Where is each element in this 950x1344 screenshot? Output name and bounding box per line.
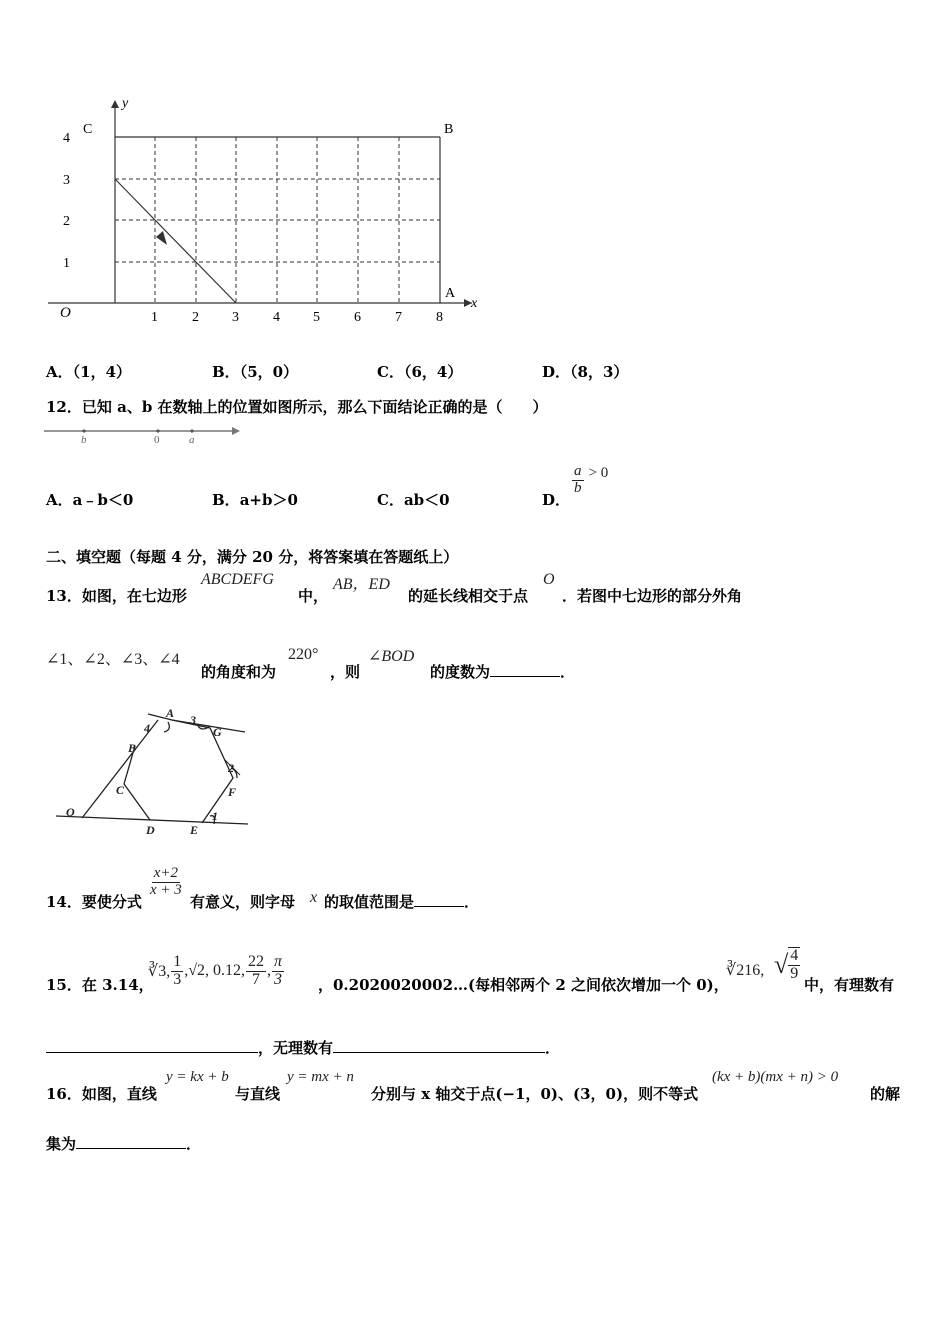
angle-4: 4 (144, 721, 150, 735)
label-E: E (190, 823, 199, 837)
q14-prefix: 14．要使分式 (46, 893, 142, 911)
y-tick-labels (63, 131, 70, 271)
point-a-label: A (445, 286, 456, 301)
q16-inequality: (kx + b)(mx + n) > 0 (712, 1069, 839, 1085)
q15-mid: ，0.2020020002…(每相邻两个 2 之间依次增加一个 0)， (318, 976, 729, 994)
answer-blank[interactable] (76, 1134, 186, 1149)
answer-blank[interactable] (490, 662, 560, 677)
q16-suffix: 的解 (870, 1085, 901, 1103)
q12-option-d-math[interactable]: $\frac{a}{b}$ > 0 (574, 463, 609, 496)
q13-mid: 中， (298, 587, 329, 605)
q13-suffix: ．若图中七边形的部分外角 (562, 587, 743, 605)
rational-answer-blank[interactable] (46, 1038, 258, 1053)
q13-polygon-name: ABCDEFG (201, 571, 274, 588)
label-A: A (166, 706, 175, 720)
q14-var: x (310, 889, 318, 906)
origin-label: O (60, 305, 71, 321)
label-F: F (228, 785, 237, 799)
q11-option-c[interactable]: C．（6，4） (377, 363, 463, 381)
y-tick: 2 (63, 214, 70, 229)
x-tick: 6 (354, 310, 361, 325)
x-tick: 1 (151, 310, 158, 325)
q13-heptagon-figure (50, 700, 260, 840)
x-tick: 3 (232, 310, 239, 325)
q16-mid: 与直线 (235, 1085, 281, 1103)
answer-blank[interactable] (414, 892, 464, 907)
angle-1: 1 (212, 809, 218, 823)
label-C: C (116, 783, 125, 797)
x-tick: 7 (395, 310, 402, 325)
q12-number-line (44, 420, 244, 446)
q14-fraction: $\frac{x+2}{x + 3}$ (150, 865, 182, 898)
label-O: O (66, 805, 75, 819)
y-tick: 3 (63, 173, 70, 188)
q15-sqrt-fraction: √ $\frac{4}{9}$ (774, 947, 799, 982)
y-tick: 1 (63, 256, 70, 271)
angle-2: 2 (228, 761, 234, 775)
q11-option-a[interactable]: A．（1，4） (46, 363, 132, 381)
q13-point-o: O (543, 571, 555, 588)
label-D: D (146, 823, 155, 837)
irrational-answer-blank[interactable] (333, 1038, 545, 1053)
x-axis-label: x (471, 296, 478, 311)
section-2-title: 二、填空题（每题 4 分，满分 20 分，将答案填在答题纸上） (46, 548, 459, 566)
q16-line2-answer: 集为 ． (46, 1135, 202, 1153)
q13-prefix: 13．如图，在七边形 (46, 587, 187, 605)
q13-mid2: 的延长线相交于点 (408, 587, 529, 605)
y-axis-label: y (122, 96, 129, 111)
q15-cbrt216: ∛216, (726, 962, 765, 979)
x-tick: 4 (273, 310, 280, 325)
x-tick-labels (151, 310, 443, 325)
q12-option-b[interactable]: B．a+b＞0 (212, 491, 298, 509)
point-zero: 0 (154, 434, 160, 446)
x-tick: 5 (313, 310, 320, 325)
point-b-label: B (444, 122, 454, 137)
point-b: b (81, 434, 87, 446)
q16-line2: y = mx + n (287, 1069, 354, 1085)
q13-sides: AB，ED (333, 576, 390, 593)
point-c-label: C (83, 122, 93, 137)
x-tick: 8 (436, 310, 443, 325)
q13-value: 220° (288, 646, 319, 663)
label-G: G (213, 725, 222, 739)
q13-target-angle: ∠BOD (368, 648, 415, 665)
y-tick: 4 (63, 131, 70, 146)
q16-line1: y = kx + b (166, 1069, 229, 1085)
q13-line2-mid2: ，则 (330, 663, 361, 681)
q12-option-a[interactable]: A．a﹣b＜0 (46, 491, 134, 509)
q13-line2-mid: 的角度和为 (201, 663, 277, 681)
q15-suffix: 中，有理数有 (804, 976, 895, 994)
q14-mid: 有意义，则字母 (190, 893, 296, 911)
q15-prefix: 15．在 3.14， (46, 976, 154, 994)
q13-angles: ∠1、∠2、∠3、∠4 (46, 651, 180, 668)
q11-coordinate-graph (40, 95, 478, 330)
q15-line2: ，无理数有 ． (46, 1037, 560, 1058)
q15-numbers: ∛3, $\frac{1}{3}$ ,√2, 0.12, $\frac{22}{7}$ , $\frac{\pi}{3}$ (148, 953, 282, 988)
label-B: B (128, 741, 137, 755)
q11-option-b[interactable]: B．（5，0） (212, 363, 299, 381)
q12-stem: 12．已知 a、b 在数轴上的位置如图所示，那么下面结论正确的是（ ） (46, 398, 548, 416)
q11-option-d[interactable]: D．（8，3） (542, 363, 629, 381)
q14-suffix: 的取值范围是 ． (324, 893, 480, 911)
q16-prefix: 16．如图，直线 (46, 1085, 157, 1103)
q16-mid2: 分别与 x 轴交于点(−1，0)、(3，0)，则不等式 (371, 1085, 699, 1103)
x-tick: 2 (192, 310, 199, 325)
angle-3: 3 (190, 713, 196, 727)
q12-option-d-letter[interactable]: D． (542, 491, 571, 509)
trajectory-line (115, 179, 236, 303)
point-a: a (189, 434, 195, 446)
q12-option-c[interactable]: C．ab＜0 (377, 491, 450, 509)
q13-line2-suffix: 的度数为 ． (430, 663, 576, 681)
